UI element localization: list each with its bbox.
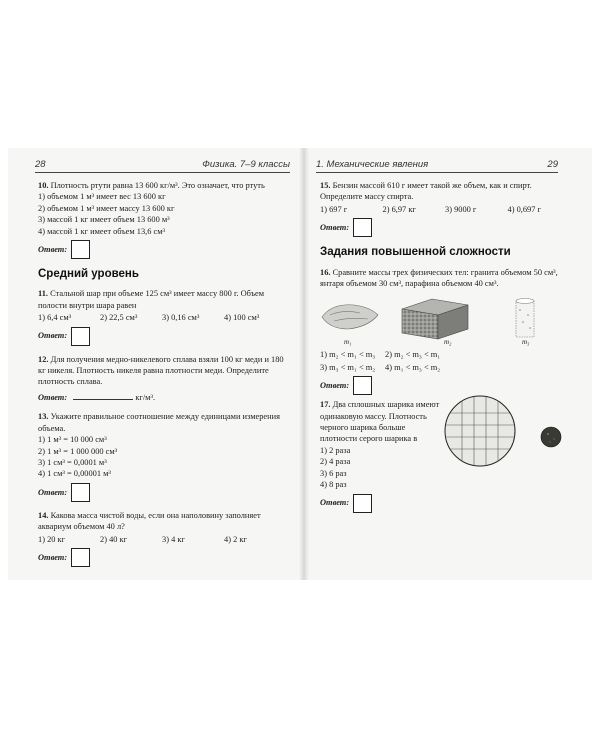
answer-unit: кг/м³. bbox=[135, 392, 156, 402]
question-text: Какова масса чистой воды, если она наполовину заполняет аквариум объемом 40 л? bbox=[38, 510, 261, 532]
book-spread bbox=[8, 148, 592, 580]
section-title: Задания повышенной сложности bbox=[320, 246, 511, 259]
answer-option: 3) m₃ < m₁ < m₂ bbox=[320, 362, 376, 372]
answer-option: 3) массой 1 кг имеет объем 13 600 м³ bbox=[38, 215, 170, 225]
answer-row bbox=[320, 494, 440, 513]
running-title: Физика. 7–9 классы bbox=[202, 159, 290, 170]
answer-box[interactable] bbox=[71, 240, 90, 259]
answer-box[interactable] bbox=[71, 483, 90, 502]
gray-ball bbox=[445, 396, 515, 466]
question-number: 14. bbox=[38, 510, 49, 520]
answer-option: 4) m₁ < m₃ < m₂ bbox=[385, 362, 441, 372]
question-number: 13. bbox=[38, 412, 49, 422]
right-page-header bbox=[316, 158, 558, 173]
question-13 bbox=[38, 411, 286, 501]
answer-option: 2) 40 кг bbox=[100, 534, 128, 544]
section-title: Средний уровень bbox=[38, 268, 139, 281]
question-number: 16. bbox=[320, 267, 331, 277]
granite-shape bbox=[322, 305, 378, 329]
question-14 bbox=[38, 510, 286, 567]
bodies-illustration bbox=[320, 295, 570, 347]
page-number: 29 bbox=[547, 159, 558, 170]
answer-box[interactable] bbox=[353, 218, 372, 237]
answer-label: Ответ: bbox=[38, 331, 68, 341]
question-15 bbox=[320, 180, 570, 237]
left-page-content bbox=[38, 180, 286, 567]
answer-option: 4) 2 кг bbox=[224, 534, 247, 544]
answer-blank[interactable] bbox=[73, 391, 133, 400]
answer-option: 3) 1 см³ = 0,0001 м³ bbox=[38, 457, 107, 467]
answer-label: Ответ: bbox=[320, 381, 350, 391]
answer-option: 2) 1 м³ = 1 000 000 см³ bbox=[38, 446, 118, 456]
answer-label: Ответ: bbox=[320, 498, 350, 508]
question-number: 15. bbox=[320, 181, 331, 190]
answer-option: 3) 0,16 см³ bbox=[162, 313, 200, 323]
answer-option: 1) 6,4 см³ bbox=[38, 313, 72, 323]
left-page bbox=[8, 148, 304, 580]
answer-label: Ответ: bbox=[38, 552, 68, 562]
page-number: 28 bbox=[35, 159, 46, 170]
question-text: Для получения медно-никелевого сплава взяли 100 кг меди и 180 кг никеля. Плотность никеля равна плотности меди. Определите плотность сплава. bbox=[38, 354, 284, 387]
running-title: 1. Механические явления bbox=[316, 159, 429, 170]
answer-label: Ответ: bbox=[38, 244, 68, 254]
answer-row bbox=[38, 327, 286, 346]
question-11 bbox=[38, 288, 286, 345]
answer-option: 2) 6,97 кг bbox=[382, 204, 416, 214]
answer-option: 1) 1 м³ = 10 000 см³ bbox=[38, 435, 107, 445]
question-text: Плотность ртути равна 13 600 кг/м³. Это означает, что ртуть bbox=[50, 181, 265, 190]
answer-option: 2) 22,5 см³ bbox=[100, 313, 138, 323]
left-page-header bbox=[35, 158, 290, 173]
right-page bbox=[304, 148, 592, 580]
options-row bbox=[38, 312, 286, 323]
answer-box[interactable] bbox=[353, 494, 372, 513]
answer-row bbox=[320, 218, 570, 237]
answer-label: Ответ: bbox=[320, 223, 350, 233]
black-ball bbox=[541, 427, 561, 447]
answer-row bbox=[38, 391, 286, 403]
answer-option: 1) 697 г bbox=[320, 204, 348, 214]
shape-label: m₂ bbox=[444, 338, 452, 347]
answer-option: 2) объемом 1 м³ имеет массу 13 600 кг bbox=[38, 203, 175, 213]
question-17 bbox=[320, 399, 570, 512]
answer-option: 4) 100 см³ bbox=[224, 313, 260, 323]
answer-label: Ответ: bbox=[38, 487, 68, 497]
answer-row bbox=[38, 548, 286, 567]
options-row bbox=[320, 349, 450, 360]
options-row bbox=[38, 534, 286, 545]
question-16 bbox=[320, 267, 570, 396]
question-10 bbox=[38, 180, 286, 259]
question-text: Сравните массы трех физических тел: гранита объемом 50 см³, янтаря объемом 30 см³, парафина объемом 40 см³. bbox=[320, 267, 558, 289]
answer-option: 2) 4 раза bbox=[320, 457, 351, 467]
options-row bbox=[320, 362, 450, 373]
right-page-content bbox=[320, 180, 570, 513]
answer-option: 3) 4 кг bbox=[162, 534, 185, 544]
answer-label: Ответ: bbox=[38, 392, 68, 402]
answer-row bbox=[38, 483, 286, 502]
question-text: Стальной шар при объеме 125 см³ имеет массу 800 г. Объем полости внутри шара равен bbox=[38, 289, 265, 310]
answer-box[interactable] bbox=[71, 548, 90, 567]
answer-option: 4) массой 1 кг имеет объем 13,6 см³ bbox=[38, 226, 166, 236]
question-number: 10. bbox=[38, 181, 49, 190]
answer-option: 2) m₂ < m₃ < m₁ bbox=[385, 350, 441, 360]
paraffin-cylinder bbox=[516, 301, 534, 337]
answer-option: 4) 1 см³ = 0,00001 м³ bbox=[38, 469, 111, 479]
answer-box[interactable] bbox=[353, 376, 372, 395]
question-text: Укажите правильное соотношение между единицами измерения объема. bbox=[38, 412, 280, 433]
question-text: Бензин массой 610 г имеет такой же объем, как и спирт. Определите массу спирта. bbox=[320, 181, 532, 202]
answer-box[interactable] bbox=[71, 327, 90, 346]
answer-option: 3) 9000 г bbox=[445, 204, 477, 214]
shape-label: m₁ bbox=[344, 338, 352, 347]
balls-illustration bbox=[440, 393, 570, 469]
answer-option: 4) 0,697 г bbox=[507, 204, 541, 214]
question-number: 12. bbox=[38, 354, 49, 364]
question-number: 17. bbox=[320, 400, 331, 410]
answer-option: 1) m₂ < m₁ < m₃ bbox=[320, 350, 376, 360]
question-number: 11. bbox=[38, 289, 49, 299]
question-12 bbox=[38, 354, 286, 404]
answer-row bbox=[38, 240, 286, 259]
options-row bbox=[320, 204, 570, 215]
shape-label: m₃ bbox=[522, 338, 530, 347]
answer-option: 3) 6 раз bbox=[320, 468, 347, 478]
question-text: Два сплошных шарика имеют одинаковую массу. Плотность черного шарика больше плотности серого шарика в bbox=[320, 400, 440, 444]
answer-option: 4) 8 раз bbox=[320, 480, 347, 490]
answer-option: 1) 2 раза bbox=[320, 445, 351, 455]
answer-option: 1) объемом 1 м³ имеет вес 13 600 кг bbox=[38, 192, 166, 202]
answer-option: 1) 20 кг bbox=[38, 534, 66, 544]
